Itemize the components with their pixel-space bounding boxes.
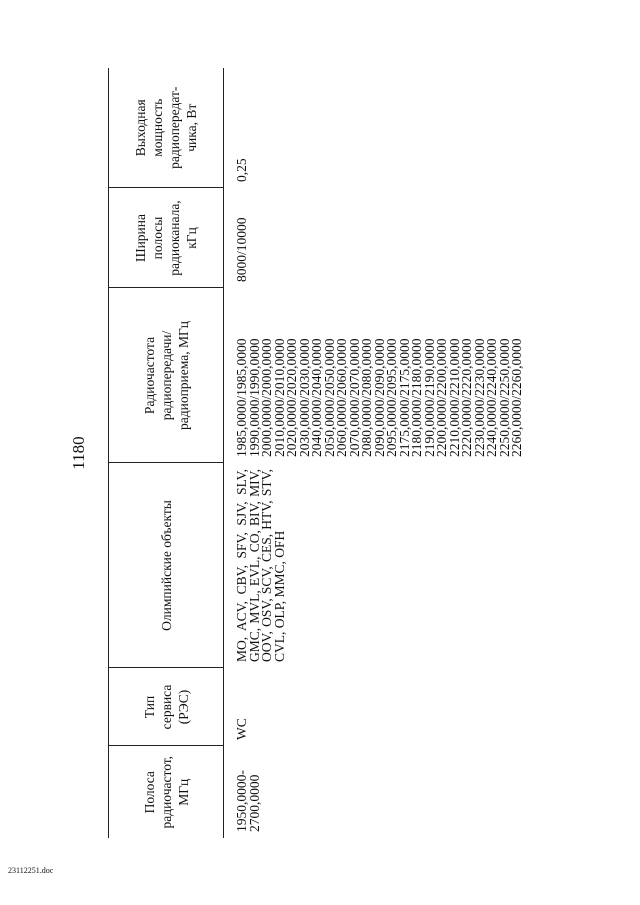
cell-objects: MO, ACV, CBV, SFV, SJV, SLV, GMC, MVL, EVL, CO, BIV, MIV, OOV, OSV, SCV, CES, HTV, STV, CVL, OLP, MMC, OFH [234,468,287,662]
frequency-line: 1985,0000/1985,0000 [234,337,249,457]
frequency-line: 2070,0000/2070,0000 [346,337,362,457]
rotated-page [64,53,576,853]
frequency-line: 2095,0000/2095,0000 [384,337,399,457]
frequency-line: 2250,0000/2250,0000 [496,337,512,457]
frequency-line: 2220,0000/2220,0000 [459,337,474,457]
frequency-line: 2030,0000/2030,0000 [296,337,312,457]
header-band: Полоса радиочастот, МГц [109,746,224,838]
frequency-line: 2200,0000/2200,0000 [434,337,449,457]
frequency-line: 2240,0000/2240,0000 [484,337,499,457]
frequency-line: 2040,0000/2040,0000 [309,337,324,457]
frequency-line: 2260,0000/2260,0000 [509,337,524,457]
frequency-line: 2020,0000/2020,0000 [284,337,299,457]
document-id: 23112251.doc [8,866,54,875]
frequency-line: 2210,0000/2210,0000 [446,337,462,457]
frequency-line: 2010,0000/2010,0000 [271,337,287,457]
frequency-line: 2175,0000/2175,0000 [396,337,412,457]
header-bandwidth: Ширина полосы радиоканала, кГц [109,188,224,288]
frequency-line: 2190,0000/2190,0000 [421,337,437,457]
frequency-line: 2180,0000/2180,0000 [409,337,424,457]
cell-band: 1950,0000-2700,0000 [234,769,262,832]
table-row [224,68,524,838]
frequency-line: 2060,0000/2060,0000 [334,337,349,457]
header-objects: Олимпийские объекты [109,463,224,668]
cell-power: 0,25 [234,157,249,182]
frequency-table [108,68,524,838]
frequency-line: 1990,0000/1990,0000 [246,337,262,457]
header-frequency: Радиочастота радиопередачи/ радиоприема, МГц [109,288,224,463]
table-header-row [109,68,224,838]
frequency-line: 2230,0000/2230,0000 [471,337,487,457]
frequency-line: 2000,0000/2000,0000 [259,337,274,457]
cell-frequencies [224,288,524,463]
header-service: Тип сервиса (РЭС) [109,668,224,746]
frequency-line: 2090,0000/2090,0000 [371,337,387,457]
header-power: Выходная мощность радиопередат-чика, Вт [109,68,224,188]
frequency-line: 2050,0000/2050,0000 [321,337,337,457]
cell-service: WC [234,717,249,740]
cell-bandwidth: 8000/10000 [234,216,249,282]
page-number: 1180 [69,435,88,470]
frequency-line: 2080,0000/2080,0000 [359,337,374,457]
